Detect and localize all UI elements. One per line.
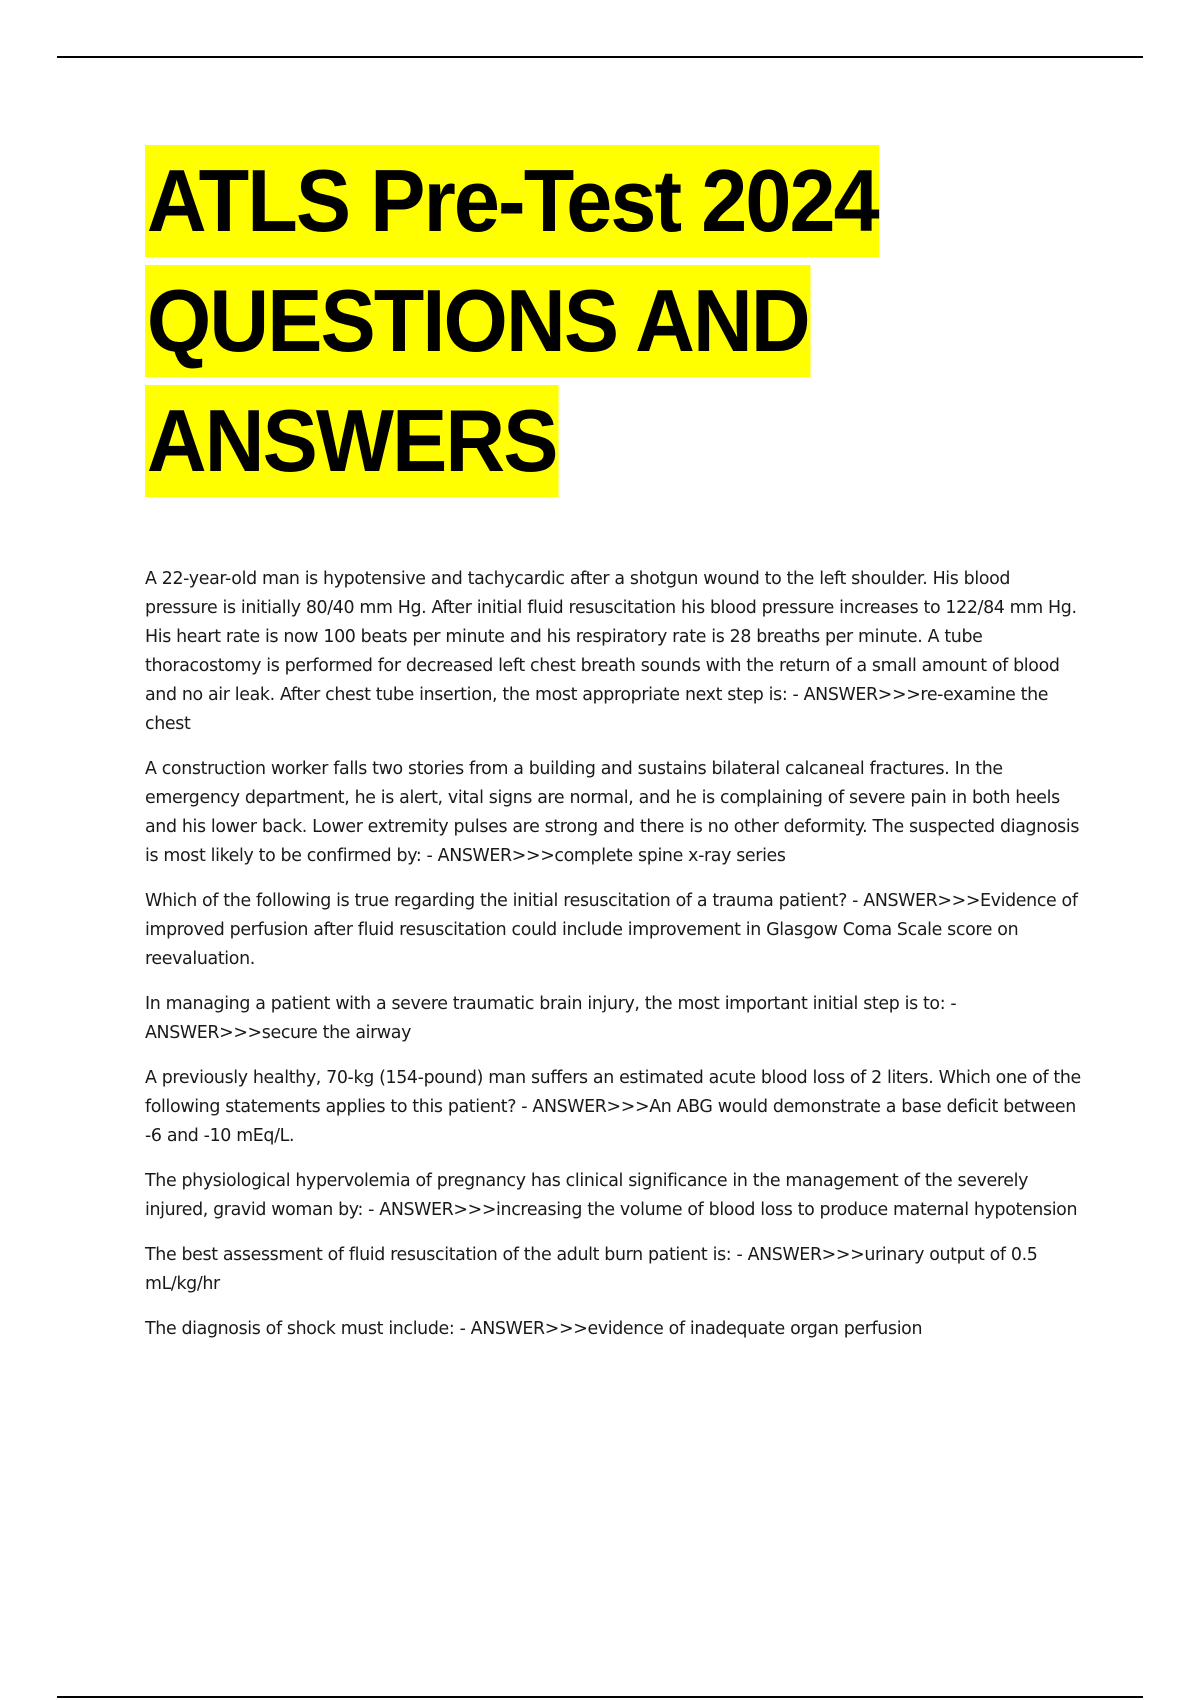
qa-item-8: The diagnosis of shock must include: - ANSWER>>>evidence of inadequate organ perfusion — [145, 1319, 923, 1339]
qa-item-2: A construction worker falls two stories from a building and sustains bilateral calcaneal fractures. In the emergency department, he is alert, vital signs are normal, and he is complaining of severe pain in both heels and his lower back. Lower extremity pulses are strong and there is no other deformity. The suspected diagnosis is most likely to be confirmed by: - ANSWER>>>complete spine x-ray series — [145, 759, 1080, 866]
footer-rule — [57, 1696, 1143, 1698]
qa-item-4: In managing a patient with a severe traumatic brain injury, the most important initial step is to: - ANSWER>>>secure the airway — [145, 994, 957, 1043]
question-answer-list — [145, 565, 1085, 1360]
title-line-3: ANSWERS — [145, 385, 558, 497]
qa-item-1: A 22-year-old man is hypotensive and tachycardic after a shotgun wound to the left shoulder. His blood pressure is initially 80/40 mm Hg. After initial fluid resuscitation his blood pressure increases to 122/84 mm Hg. His heart rate is now 100 beats per minute and his respiratory rate is 28 breaths per minute. A tube thoracostomy is performed for decreased left chest breath sounds with the return of a small amount of blood and no air leak. After chest tube insertion, the most appropriate next step is: - ANSWER>>>re-examine the chest — [145, 569, 1077, 734]
qa-item-7: The best assessment of fluid resuscitation of the adult burn patient is: - ANSWER>>>urinary output of 0.5 mL/kg/hr — [145, 1245, 1038, 1294]
header-rule — [57, 56, 1143, 58]
title-line-1: ATLS Pre-Test 2024 — [145, 145, 880, 257]
title-line-2: QUESTIONS AND — [145, 265, 811, 377]
qa-item-6: The physiological hypervolemia of pregnancy has clinical significance in the management of the severely injured, gravid woman by: - ANSWER>>>increasing the volume of blood loss to produce maternal hypotension — [145, 1171, 1078, 1220]
document-title — [145, 145, 1045, 505]
qa-item-3: Which of the following is true regarding the initial resuscitation of a trauma patient? - ANSWER>>>Evidence of improved perfusion after fluid resuscitation could include improvement in Glasgow Coma Scale score on reevaluation. — [145, 891, 1078, 969]
qa-item-5: A previously healthy, 70-kg (154-pound) man suffers an estimated acute blood loss of 2 liters. Which one of the following statements applies to this patient? - ANSWER>>>An ABG would demonstrate a base deficit between -6 and -10 mEq/L. — [145, 1068, 1081, 1146]
